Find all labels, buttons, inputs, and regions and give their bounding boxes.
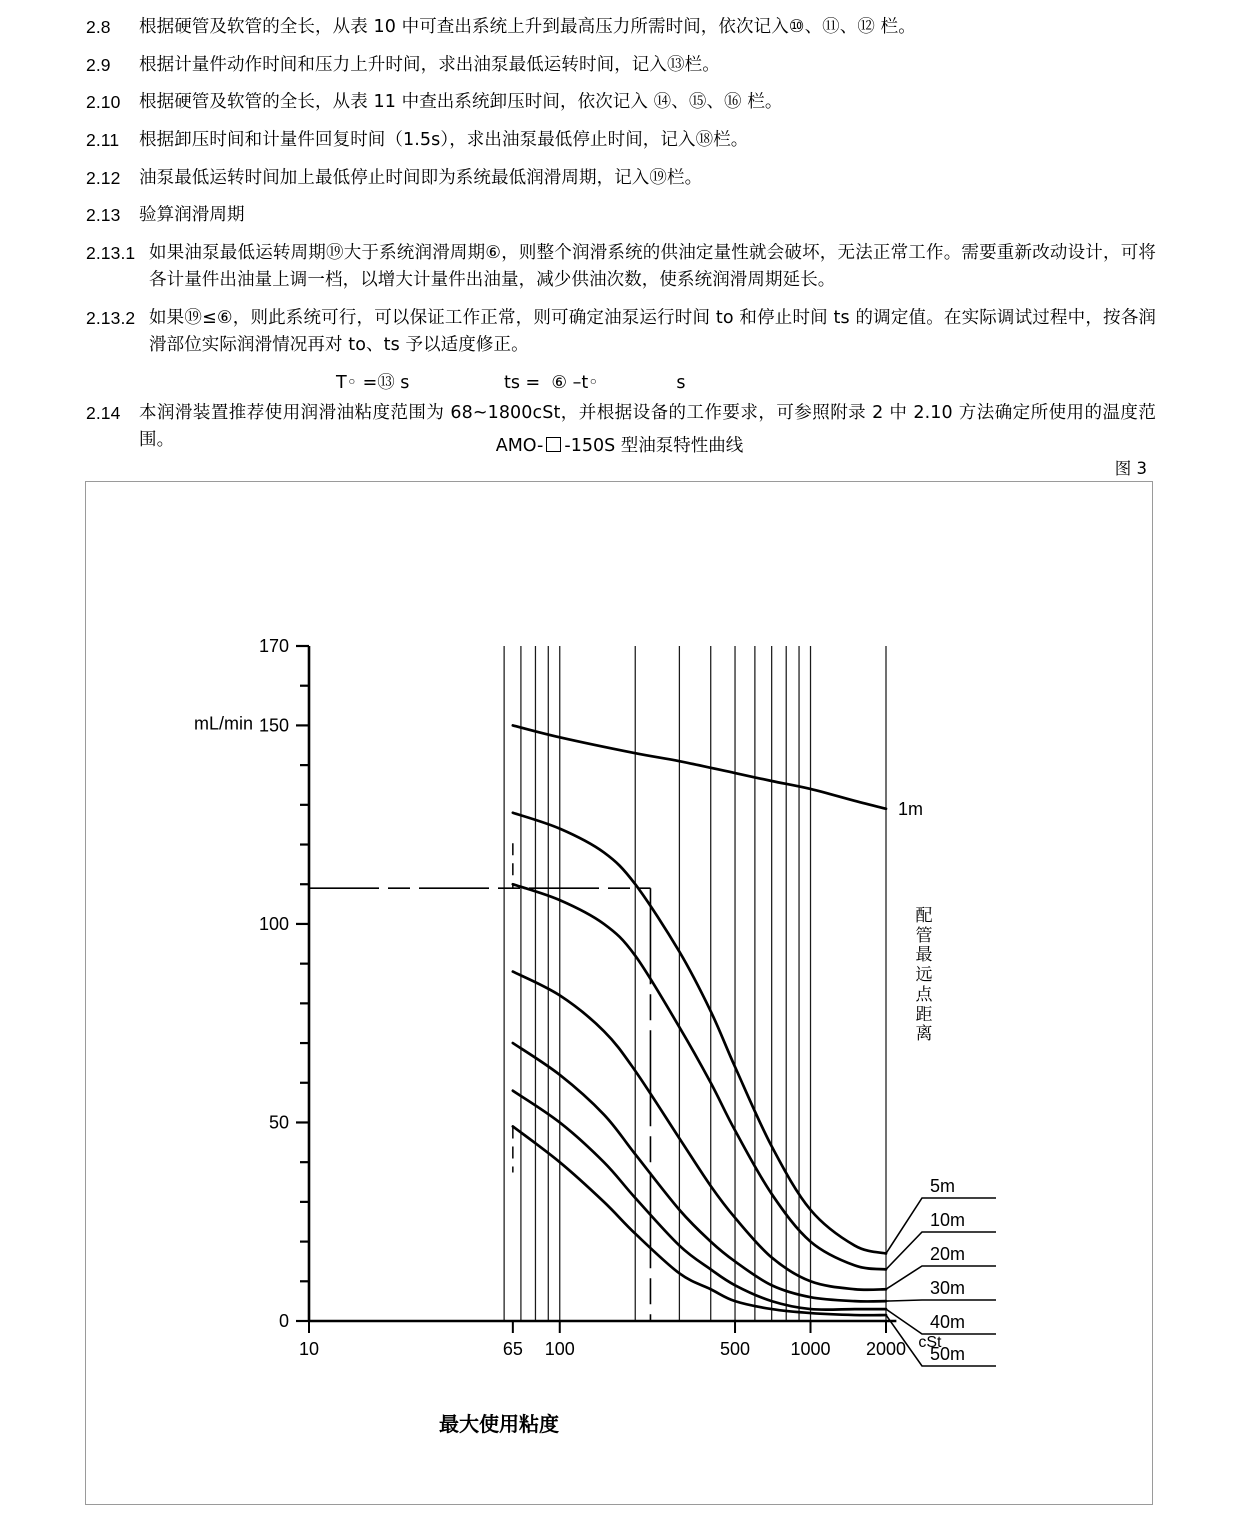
paragraph-text: 根据卸压时间和计量件回复时间（1.5s），求出油泵最低停止时间，记入⑱栏。 [139, 129, 749, 150]
figure-title-suffix: -150S 型油泵特性曲线 [564, 436, 744, 456]
svg-text:5m: 5m [930, 1176, 956, 1196]
formula-line: T◦ =⑬ s ts = ⑥ –t◦ s [336, 373, 686, 394]
paragraph-number: 2.13.2 [86, 307, 136, 328]
paragraph-number: 2.9 [86, 54, 111, 75]
paragraph-number: 2.11 [86, 129, 120, 150]
svg-text:1000: 1000 [790, 1339, 831, 1359]
chart-frame [85, 481, 1153, 1505]
svg-text:65: 65 [502, 1339, 523, 1359]
svg-text:10: 10 [298, 1339, 320, 1359]
legend-title-char: 管 [915, 925, 933, 946]
svg-text:mL/min: mL/min [193, 713, 253, 734]
legend-title-char: 远 [915, 965, 933, 986]
legend-title-char: 点 [915, 984, 933, 1005]
svg-text:170: 170 [258, 636, 289, 656]
paragraph-number: 2.14 [86, 403, 121, 424]
figure-title-prefix: AMO- [495, 436, 544, 456]
legend-title-char: 最 [915, 945, 933, 966]
paragraph-2-13-2 [86, 305, 1156, 359]
svg-text:500: 500 [720, 1339, 751, 1359]
svg-text:150: 150 [258, 715, 289, 736]
paragraph-2-13-1 [86, 240, 1156, 294]
body-text [86, 14, 1156, 465]
paragraph-text: 本润滑装置推荐使用润滑油粘度范围为 68~1800cSt，并根据设备的工作要求，可参照附录 2 中 2.10 方法确定所使用的温度范围。 [139, 403, 1156, 451]
svg-text:0: 0 [278, 1311, 289, 1331]
figure-number: 图 3 [1114, 459, 1147, 478]
pump-characteristic-chart [86, 482, 1152, 1504]
paragraph-number: 2.8 [86, 17, 111, 37]
paragraph-number: 2.13 [86, 205, 121, 226]
svg-text:2000: 2000 [865, 1339, 907, 1359]
paragraph-2-9 [86, 52, 1156, 79]
paragraph-2-12 [86, 165, 1156, 192]
paragraph-number: 2.13.1 [86, 242, 136, 263]
paragraph-number: 2.10 [86, 92, 121, 113]
svg-text:50m: 50m [930, 1344, 966, 1364]
legend-title-vertical [912, 907, 936, 1045]
figure-title [0, 432, 1239, 457]
paragraph-text: 根据硬管及软管的全长，从表 11 中查出系统卸压时间，依次记入 ⑭、⑮、⑯ 栏。 [139, 92, 783, 113]
paragraph-2-8 [86, 14, 1156, 41]
paragraph-2-10 [86, 89, 1156, 116]
svg-text:50: 50 [268, 1112, 289, 1133]
paragraph-text: 根据计量件动作时间和压力上升时间，求出油泵最低运转时间，记入⑬栏。 [139, 54, 720, 75]
legend-title-char: 距 [915, 1004, 933, 1025]
svg-text:40m: 40m [930, 1312, 966, 1332]
paragraph-2-11 [86, 127, 1156, 154]
svg-text:100: 100 [258, 913, 289, 934]
paragraph-text: 如果⑲≤⑥，则此系统可行，可以保证工作正常，则可确定油泵运行时间 to 和停止时间 ts 的调定值。在实际调试过程中，按各润滑部位实际润滑情况再对 to、ts 予以适度修正。 [149, 307, 1156, 355]
svg-text:1m: 1m [898, 798, 924, 819]
paragraph-text: 如果油泵最低运转周期⑲大于系统润滑周期⑥，则整个润滑系统的供油定量性就会破坏，无法正常工作。需要重新改动设计，可将各计量件出油量上调一档，以增大计量件出油量，减少供油次数，使系统润滑周期延长。 [149, 242, 1156, 290]
paragraph-2-13 [86, 202, 1156, 229]
svg-text:20m: 20m [930, 1244, 966, 1264]
svg-text:10m: 10m [930, 1210, 966, 1230]
paragraph-text: 油泵最低运转时间加上最低停止时间即为系统最低润滑周期，记入⑲栏。 [139, 167, 703, 188]
legend-title-char: 离 [915, 1024, 933, 1045]
paragraph-text: 根据硬管及软管的全长，从表 10 中可查出系统上升到最高压力所需时间，依次记入⑩、⑪、⑫ 栏。 [139, 17, 916, 37]
svg-text:30m: 30m [930, 1278, 966, 1298]
paragraph-number: 2.12 [86, 167, 121, 188]
svg-text:100: 100 [544, 1339, 575, 1359]
legend-title-char: 配 [915, 906, 933, 926]
paragraph-text: 验算润滑周期 [139, 205, 245, 226]
svg-text:cSt: cSt [918, 1334, 942, 1351]
square-placeholder-icon [546, 437, 561, 452]
svg-text:最大使用粘度: 最大使用粘度 [439, 1412, 559, 1436]
